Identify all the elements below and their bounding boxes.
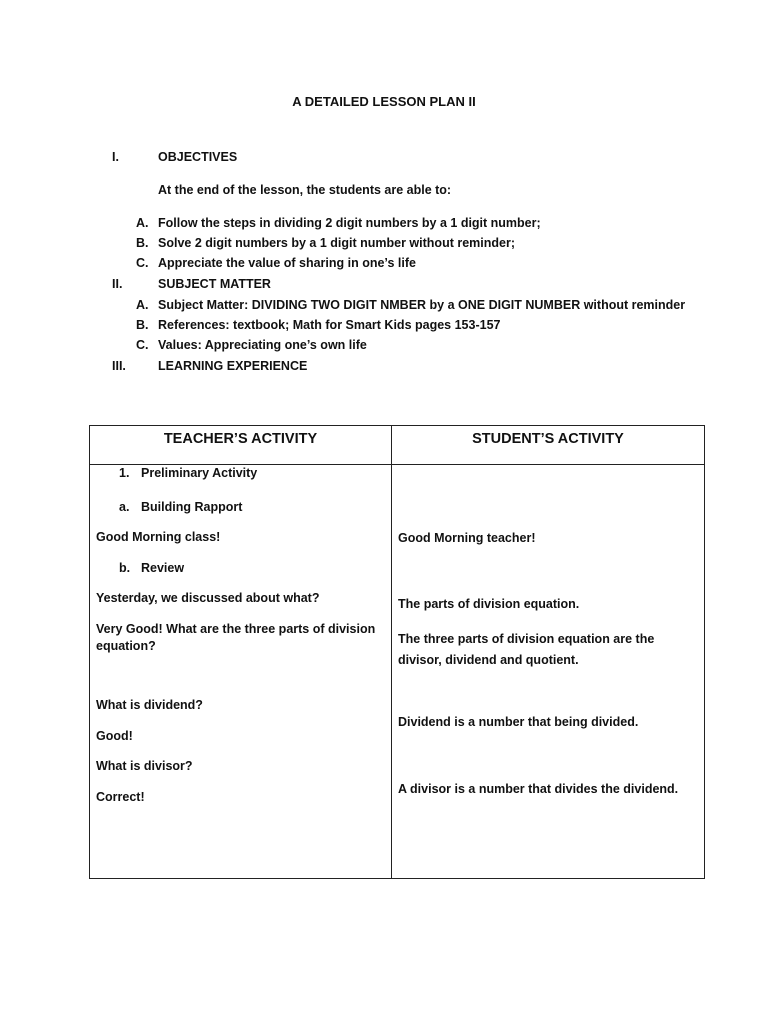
objective-text-a: Follow the steps in dividing 2 digit numbers by a 1 digit number; [158,216,541,230]
objective-letter-c: C. [136,256,149,270]
student-answer-3: Dividend is a number that being divided. [398,715,639,729]
subject-text-c: Values: Appreciating one’s own life [158,338,367,352]
section-heading-learning: LEARNING EXPERIENCE [158,359,308,373]
teacher-feedback-good: Good! [96,729,133,743]
subject-letter-c: C. [136,338,149,352]
preliminary-number: 1. [119,466,130,480]
student-greeting: Good Morning teacher! [398,531,536,545]
teacher-activity-header: TEACHER’S ACTIVITY [163,431,318,447]
student-answer-1: The parts of division equation. [398,597,580,611]
building-rapport: Building Rapport [141,500,243,514]
section-number-objectives: I. [112,150,119,164]
teacher-feedback-correct: Correct! [96,790,145,804]
subject-text-b: References: textbook; Math for Smart Kids pages 153-157 [158,318,501,332]
teacher-question-2: Very Good! What are the three parts of division equation? [96,622,376,653]
document-title: A DETAILED LESSON PLAN II [292,94,476,109]
table-header-divider [90,464,704,465]
section-heading-subject: SUBJECT MATTER [158,277,271,291]
teacher-greeting: Good Morning class! [96,530,221,544]
objectives-intro: At the end of the lesson, the students are able to: [158,183,452,197]
objective-letter-a: A. [136,216,149,230]
teacher-question-4: What is divisor? [96,759,193,773]
table-column-divider [391,426,392,878]
activity-table [89,425,705,879]
preliminary-activity: Preliminary Activity [141,466,258,480]
objective-letter-b: B. [136,236,149,250]
review-letter: b. [119,561,131,575]
teacher-question-3: What is dividend? [96,698,203,712]
subject-text-a: Subject Matter: DIVIDING TWO DIGIT NMBER by a ONE DIGIT NUMBER without reminder [158,298,686,312]
objective-text-b: Solve 2 digit numbers by a 1 digit number without reminder; [158,236,515,250]
section-number-subject: II. [112,277,123,291]
section-number-learning: III. [112,359,126,373]
objective-text-c: Appreciate the value of sharing in one’s life [158,256,416,270]
teacher-question-1: Yesterday, we discussed about what? [96,591,320,605]
review-heading: Review [141,561,185,575]
student-activity-header: STUDENT’S ACTIVITY [472,431,624,447]
student-answer-4: A divisor is a number that divides the dividend. [398,782,679,796]
section-heading-objectives: OBJECTIVES [158,150,238,164]
student-answer-2: The three parts of division equation are the divisor, dividend and quotient. [398,632,655,667]
subject-letter-a: A. [136,298,149,312]
rapport-letter: a. [119,500,130,514]
subject-letter-b: B. [136,318,149,332]
